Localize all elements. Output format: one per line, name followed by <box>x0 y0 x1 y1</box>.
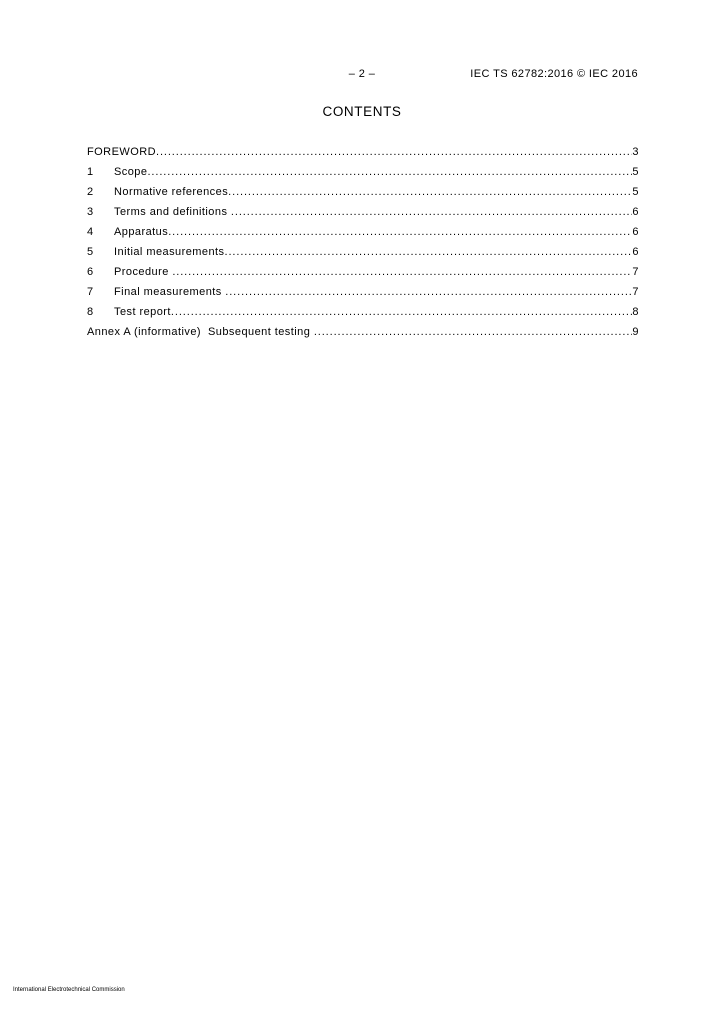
toc-entry-procedure[interactable] <box>87 265 639 285</box>
toc-entry-title[interactable]: Normative references <box>114 186 229 198</box>
toc-entry-number: 1 <box>87 166 94 178</box>
toc-entry-final-measurements[interactable] <box>87 285 639 305</box>
document-reference: IEC TS 62782:2016 © IEC 2016 <box>470 68 638 80</box>
toc-entry-title[interactable]: Annex A (informative) Subsequent testing <box>87 326 314 338</box>
toc-entry-terms-and-definitions[interactable] <box>87 205 639 225</box>
toc-entry-page[interactable]: 6 <box>632 206 639 218</box>
toc-entry-title[interactable]: Final measurements <box>114 286 226 298</box>
toc-entry-initial-measurements[interactable] <box>87 245 639 265</box>
toc-entry-title[interactable]: Terms and definitions <box>114 206 231 218</box>
toc-dot-leader <box>231 205 633 219</box>
toc-entry-page[interactable]: 7 <box>632 286 639 298</box>
toc-entry-foreword[interactable] <box>87 145 639 165</box>
toc-entry-number: 7 <box>87 286 94 298</box>
toc-entry-number: 5 <box>87 246 94 258</box>
toc-entry-page[interactable]: 5 <box>632 186 639 198</box>
toc-entry-test-report[interactable] <box>87 305 639 325</box>
toc-entry-title[interactable]: FOREWORD <box>87 146 156 158</box>
toc-dot-leader <box>171 305 633 319</box>
table-of-contents <box>87 145 639 345</box>
toc-entry-scope[interactable] <box>87 165 639 185</box>
toc-dot-leader <box>147 165 632 179</box>
toc-entry-title[interactable]: Initial measurements <box>114 246 225 258</box>
toc-entry-title[interactable]: Scope <box>114 166 148 178</box>
toc-dot-leader <box>314 325 633 339</box>
toc-entry-page[interactable]: 8 <box>632 306 639 318</box>
toc-dot-leader <box>156 145 632 159</box>
page-header <box>0 68 724 84</box>
toc-entry-number: 4 <box>87 226 94 238</box>
toc-dot-leader <box>168 225 632 239</box>
toc-entry-number: 8 <box>87 306 94 318</box>
toc-entry-title[interactable]: Apparatus <box>114 226 169 238</box>
toc-entry-page[interactable]: 3 <box>632 146 639 158</box>
toc-dot-leader <box>225 245 633 259</box>
toc-dot-leader <box>225 285 632 299</box>
toc-entry-page[interactable]: 6 <box>632 246 639 258</box>
toc-entry-page[interactable]: 5 <box>632 166 639 178</box>
toc-dot-leader <box>172 265 632 279</box>
toc-entry-title[interactable]: Test report <box>114 306 171 318</box>
toc-entry-number: 2 <box>87 186 94 198</box>
toc-entry-normative-references[interactable] <box>87 185 639 205</box>
toc-entry-number: 3 <box>87 206 94 218</box>
toc-entry-page[interactable]: 9 <box>632 326 639 338</box>
toc-entry-number: 6 <box>87 266 94 278</box>
contents-title: CONTENTS <box>322 104 402 119</box>
toc-dot-leader <box>228 185 632 199</box>
footer-organization: International Electrotechnical Commission <box>13 987 125 993</box>
toc-entry-page[interactable]: 6 <box>632 226 639 238</box>
page-number: – 2 – <box>348 68 376 80</box>
toc-entry-annex-a[interactable] <box>87 325 639 345</box>
toc-entry-page[interactable]: 7 <box>632 266 639 278</box>
toc-entry-title[interactable]: Procedure <box>114 266 173 278</box>
toc-entry-apparatus[interactable] <box>87 225 639 245</box>
